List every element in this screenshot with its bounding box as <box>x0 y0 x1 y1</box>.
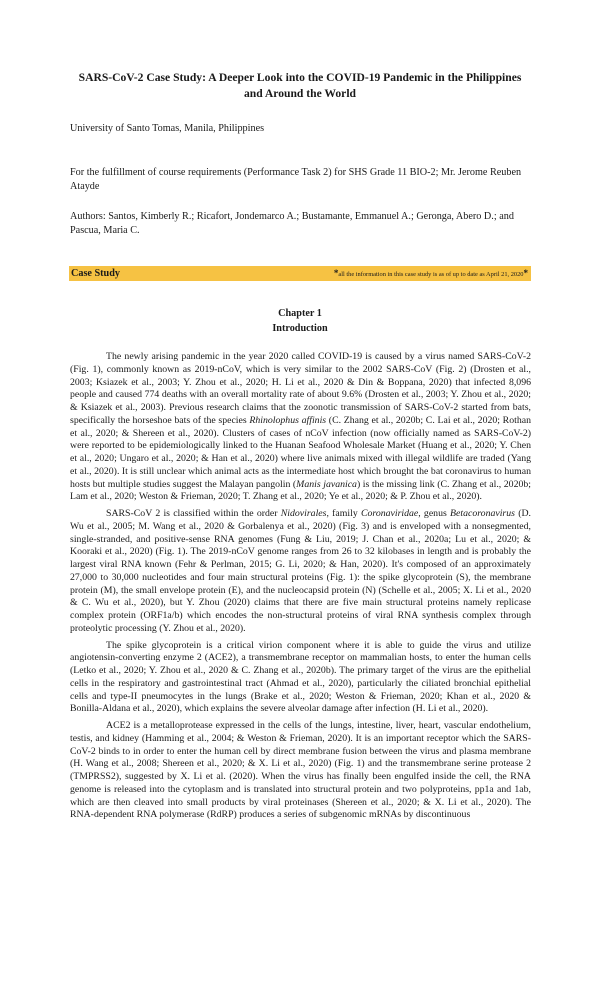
italic-term: Coronaviridae <box>360 508 419 519</box>
paragraph-text: , family <box>326 508 361 519</box>
italic-term: Nidovirales <box>280 508 327 519</box>
note-asterisk: * <box>333 268 339 278</box>
body-text <box>70 351 531 826</box>
case-study-label: Case Study <box>71 268 120 279</box>
body-paragraph <box>70 351 531 504</box>
authors-line: Authors: Santos, Kimberly R.; Ricafort, Jondemarco A.; Bustamante, Emmanuel A.; Geronga, Abero D.; and Pascua, Maria C. <box>70 211 514 236</box>
body-paragraph <box>70 508 531 636</box>
note-text: all the information in this case study is as of up to date as April 21, 2020 <box>338 271 524 278</box>
paragraph-text: The newly arising pandemic in the year 2020 called COVID-19 is caused by a virus named SARS-CoV-2 (Fig. 1), commonly known as 2019-nCoV, which is very similar to the 2002 SARS-CoV (Fig. 2) (Drosten et al., 2003; Ksiazek et al., 2003; Y. Zhou et al., 2020; H. Li et al., 2020 & Din & Boppana, 2020) that infected 8,096 people and caused 774 deaths with an overall mortality rate of about 9.6% (Drosten et al., 2003; Y. Zhou et al., 2020; & Ksiazek et al., 2003). Previous research claims that the zoonotic transmission of SARS-CoV-2 started from bats, specifically the horseshoe bats of the species <box>70 351 531 426</box>
chapter-title: Introduction <box>272 323 328 334</box>
paragraph-text: ) is the missing link (C. Zhang et al., 2020b; Lam et al., 2020; Weston & Frieman, 2020; T. Zhang et al., 2020; Ye et al., 2020; & P. Zhou et al., 2020). <box>70 478 531 503</box>
course-requirements-note: For the fulfillment of course requirements (Performance Task 2) for SHS Grade 11 BIO-2; Mr. Jerome Reuben Atayde <box>70 167 522 192</box>
body-paragraph <box>70 640 531 717</box>
paragraph-text: , genus <box>418 508 451 519</box>
case-study-date-note <box>334 268 528 280</box>
italic-term: Manis javanica <box>296 478 357 490</box>
paragraph-text: SARS-CoV 2 is classified within the order <box>106 508 281 519</box>
italic-term: Rhinolophus affinis <box>249 414 327 426</box>
chapter-heading <box>70 306 530 336</box>
paragraph-text: ACE2 is a metalloprotease expressed in the cells of the lungs, intestine, liver, heart, vascular endothelium, testis, and kidney (Hamming et al., 2004; & Weston & Frieman, 2020). It is an important receptor which the SARS-CoV-2 binds to in order to enter the human cell by direct membrane fusion between the virus and plasma membrane (H. Wang et al., 2008; Shereen et al., 2020; & X. Li et al., 2020) (Fig. 1) and the transmembrane serine protease 2 (TMPRSS2), suggested by X. Li et al. (2020). When the virus has finally been engulfed inside the cell, the RNA genome is released into the cytoplasm and is translated into structural protein and two polyproteins, pp1a and 1ab, which are then cleaved into small products by viral proteinases (Shereen et al., 2020; & X. Li et al., 2020). The RNA-dependent RNA polymerase (RdRP) produces a series of subgenomic mRNAs by discontinuous <box>70 720 531 821</box>
paragraph-text: (C. Zhang et al., 2020b; C. Lai et al., 2020; Rothan et al., 2020; & Shereen et al., 2020). Clusters of cases of nCoV infection (now officially named as SARS-CoV-2) were reported to be epidemiologically linked to the Huanan Seafood Wholesale Market (Huang et al., 2020; Y. Chen et al., 2020; Ungaro et al., 2020; & Han et al., 2020) where live animals mixed with illegal wildlife are traded (Yang et al., 2020). It is still unclear which animal acts as the intermediate host which brought the bat coronavirus to human hosts but multiple studies suggest the Malayan pangolin ( <box>70 414 531 490</box>
institution-line: University of Santo Tomas, Manila, Philippines <box>70 123 265 134</box>
body-paragraph <box>70 720 531 822</box>
italic-term: Betacoronavirus <box>450 508 515 519</box>
paragraph-text: The spike glycoprotein is a critical virion component where it is able to guide the virus and utilize angiotensin-converting enzyme 2 (ACE2), a transmembrane receptor on mammalian hosts, to enter the human cells (Letko et al., 2020; Y. Zhou et al., 2020 & C. Zhang et al., 2020b). The primary target of the virus are the epithelial cells in the respiratory and gastrointestinal tract (Ahmad et al., 2020), particularly the ciliated bronchial epithelial cells and type-II pneumocytes in the lungs (Brake et al., 2020; Weston & Frieman, 2020; Khan et al., 2020 & Bonilla-Aldana et al., 2020), which explains the severe alveolar damage after infection (H. Li et al., 2020). <box>70 639 531 715</box>
paragraph-text: (D. Wu et al., 2005; M. Wang et al., 2020 & Gorbalenya et al., 2020) (Fig. 3) and is enveloped with a nonsegmented, single-stranded, and positive-sense RNA genomes (Fung & Liu, 2019; J. Chan et al., 2020a; Lu et al., 2020; & Kooraki et al., 2020) (Fig. 1). The 2019-nCoV genome ranges from 26 to 32 kilobases in length and is probably the largest viral RNA known (Fehr & Perlman, 2015; G. Li, 2020; & Han, 2020). It's composed of an approximately 27,000 to 30,000 nucleotides and four main structural proteins (Fig. 1): the spike glycoprotein (S), the membrane protein (M), the small envelope protein (E), and the nucleocapsid protein (N) (Schelle et al., 2005; X. Li et al., 2020 & C. Wu et al., 2020), but Y. Zhou (2020) claims that there are five main structural proteins namely replicase complex protein (ORF1a/b) which encodes the non-structural proteins of viral RNA synthesis complex through proteolytic processing (Y. Zhou et al., 2020). <box>70 508 531 634</box>
note-asterisk-end: * <box>523 268 528 278</box>
case-study-bar <box>69 266 531 281</box>
document-title: SARS-CoV-2 Case Study: A Deeper Look into the COVID-19 Pandemic in the Philippines and Around the World <box>78 71 522 100</box>
chapter-number: Chapter 1 <box>278 308 322 319</box>
